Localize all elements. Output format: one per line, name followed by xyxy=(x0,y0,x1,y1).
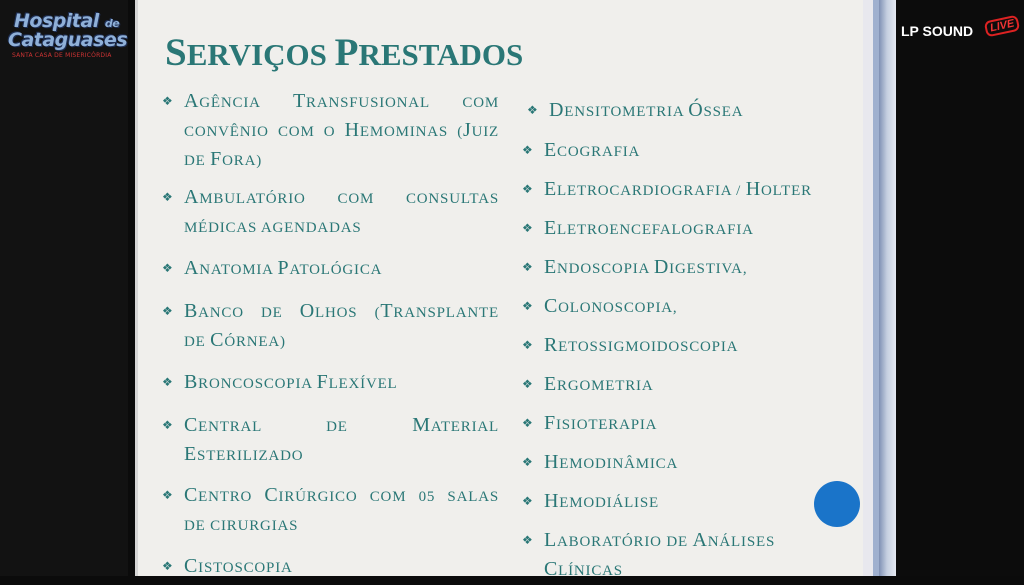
diamond-bullet-icon: ❖ xyxy=(522,533,534,547)
right-black-bar xyxy=(896,0,1024,576)
service-text-line: DE CÓRNEA) xyxy=(184,329,286,351)
diamond-bullet-icon: ❖ xyxy=(522,455,534,469)
service-text-line: ENDOSCOPIA DIGESTIVA, xyxy=(544,256,748,278)
service-text-line: AMBULATÓRIO COM CONSULTAS xyxy=(184,186,499,208)
right-service-item xyxy=(522,410,850,439)
service-text-line: DENSITOMETRIA ÓSSEA xyxy=(549,99,744,121)
live-badge: LIVE xyxy=(984,15,1021,38)
slide-side-frame xyxy=(863,0,896,576)
service-text-line: CENTRAL DE MATERIAL xyxy=(184,414,499,436)
diamond-bullet-icon: ❖ xyxy=(522,494,534,508)
left-service-item xyxy=(162,88,499,175)
diamond-bullet-icon: ❖ xyxy=(162,488,174,502)
service-text-line: ELETROCARDIOGRAFIA / HOLTER xyxy=(544,178,812,200)
right-service-item xyxy=(522,254,850,283)
diamond-bullet-icon: ❖ xyxy=(162,304,174,318)
left-black-bar xyxy=(0,0,128,576)
service-text-line: CLÍNICAS xyxy=(544,558,623,580)
left-service-item xyxy=(162,482,499,540)
left-service-item xyxy=(162,298,499,356)
service-text-line: MÉDICAS AGENDADAS xyxy=(184,220,362,236)
right-service-item xyxy=(522,488,850,517)
diamond-bullet-icon: ❖ xyxy=(522,338,534,352)
hospital-logo: Hospital de Cataguases SANTA CASA DE MISERICÓRDIA xyxy=(8,10,128,59)
right-service-item xyxy=(522,371,850,400)
diamond-bullet-icon: ❖ xyxy=(522,182,534,196)
slide-title: SERVIÇOS PRESTADOS xyxy=(165,31,524,74)
diamond-bullet-icon: ❖ xyxy=(522,260,534,274)
right-service-item xyxy=(522,215,850,244)
service-text-line: FISIOTERAPIA xyxy=(544,412,658,434)
left-service-item xyxy=(162,412,499,470)
service-text-line: CENTRO CIRÚRGICO COM 05 SALAS xyxy=(184,484,499,506)
service-text-line: ESTERILIZADO xyxy=(184,443,304,465)
service-text-line: BANCO DE OLHOS (TRANSPLANTE xyxy=(184,300,499,322)
service-text-line: DE CIRURGIAS xyxy=(184,518,299,534)
right-service-item xyxy=(522,332,850,361)
service-text-line: ANATOMIA PATOLÓGICA xyxy=(184,257,383,279)
right-service-item xyxy=(527,97,855,126)
service-text-line: LABORATÓRIO DE ANÁLISES xyxy=(544,529,776,551)
service-text-line: BRONCOSCOPIA FLEXÍVEL xyxy=(184,371,398,393)
left-service-item xyxy=(162,255,499,284)
right-service-item xyxy=(522,176,850,205)
diamond-bullet-icon: ❖ xyxy=(522,143,534,157)
service-text-line: HEMODIÁLISE xyxy=(544,490,659,512)
diamond-bullet-icon: ❖ xyxy=(527,103,539,117)
diamond-bullet-icon: ❖ xyxy=(162,375,174,389)
diamond-bullet-icon: ❖ xyxy=(522,299,534,313)
diamond-bullet-icon: ❖ xyxy=(522,221,534,235)
service-text-line: CONVÊNIO COM O HEMOMINAS (JUIZ xyxy=(184,119,499,141)
right-service-item xyxy=(522,527,850,585)
service-text-line: ECOGRAFIA xyxy=(544,139,641,161)
service-text-line: RETOSSIGMOIDOSCOPIA xyxy=(544,334,739,356)
service-text-line: CISTOSCOPIA xyxy=(184,555,293,577)
diamond-bullet-icon: ❖ xyxy=(522,377,534,391)
left-service-item xyxy=(162,369,499,398)
diamond-bullet-icon: ❖ xyxy=(162,261,174,275)
diamond-bullet-icon: ❖ xyxy=(162,190,174,204)
diamond-bullet-icon: ❖ xyxy=(162,559,174,573)
right-service-item xyxy=(522,293,850,322)
right-service-item xyxy=(522,137,850,166)
service-text-line: ERGOMETRIA xyxy=(544,373,654,395)
service-text-line: DE FORA) xyxy=(184,148,262,170)
left-service-item xyxy=(162,184,499,242)
service-text-line: ELETROENCEFALOGRAFIA xyxy=(544,217,754,239)
diamond-bullet-icon: ❖ xyxy=(522,416,534,430)
service-text-line: COLONOSCOPIA, xyxy=(544,295,678,317)
left-service-item xyxy=(162,553,499,582)
service-text-line: HEMODINÂMICA xyxy=(544,451,679,473)
right-service-item xyxy=(522,449,850,478)
service-text-line: AGÊNCIA TRANSFUSIONAL COM xyxy=(184,90,499,112)
diamond-bullet-icon: ❖ xyxy=(162,418,174,432)
diamond-bullet-icon: ❖ xyxy=(162,94,174,108)
blue-circle-marker xyxy=(814,481,860,527)
